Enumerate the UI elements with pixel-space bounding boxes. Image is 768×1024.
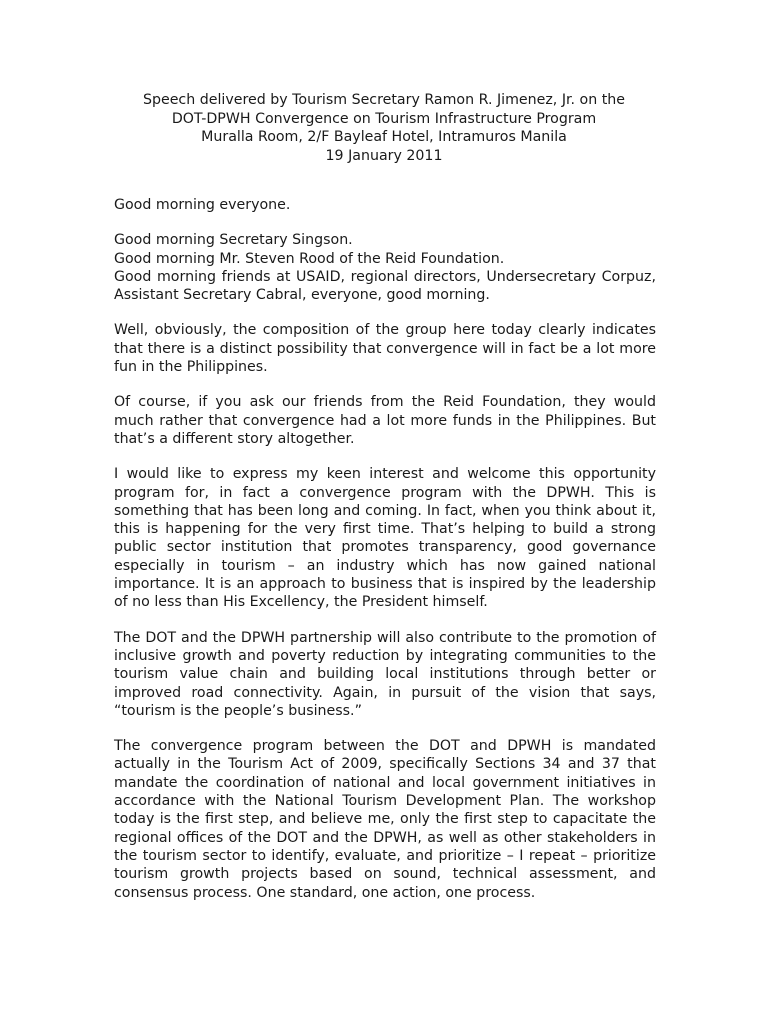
body-paragraph: I would like to express my keen interest and welcome this opportunity program for, in fact a convergence program with the DPWH. This is something that has been long and coming. In fact, when you think about it, this is happening for the very first time. That’s helping to build a strong public sector institution that promotes transparency, good governance especially in tourism – an industry which has now gained national importance. It is an approach to business that is inspired by the leadership of no less than His Excellency, the President himself. xyxy=(114,466,656,611)
body-paragraph: The DOT and the DPWH partnership will also contribute to the promotion of inclusive growth and poverty reduction by integrating communities to the tourism value chain and building local institutions through better or improved road connectivity. Again, in pursuit of the vision that says, “tourism is the people’s business.” xyxy=(114,629,656,719)
body-paragraph: The convergence program between the DOT and DPWH is mandated actually in the Tourism Act of 2009, specifically Sections 34 and 37 that mandate the coordination of national and local government initiatives in accordance with the National Tourism Development Plan. The workshop today is the first step, and believe me, only the first step to capacitate the regional offices of the DOT and the DPWH, as well as other stakeholders in the tourism sector to identify, evaluate, and prioritize – I repeat – prioritize tourism growth projects based on sound, technical assessment, and consensus process. One standard, one action, one process. xyxy=(114,738,656,901)
header-title-line: Speech delivered by Tourism Secretary Ramon R. Jimenez, Jr. on the xyxy=(142,92,626,108)
header-date-line: 19 January 2011 xyxy=(325,147,443,164)
greeting-line: Good morning Secretary Singson. xyxy=(114,232,353,249)
body-paragraph: Well, obviously, the composition of the group here today clearly indicates that there is a distinct possibility that convergence will in fact be a lot more fun in the Philippines. xyxy=(114,322,656,376)
header-event-line: DOT-DPWH Convergence on Tourism Infrastructure Program xyxy=(171,110,597,127)
body-paragraph: Of course, if you ask our friends from the Reid Foundation, they would much rather that convergence had a lot more funds in the Philippines. But that’s a different story altogether. xyxy=(114,394,656,447)
speech-header xyxy=(0,91,768,165)
greetings-block xyxy=(114,231,656,304)
header-venue-line: Muralla Room, 2/F Bayleaf Hotel, Intramuros Manila xyxy=(201,129,567,145)
speech-body xyxy=(114,196,656,919)
greeting-line: Good morning Mr. Steven Rood of the Reid Foundation. xyxy=(114,250,505,267)
greeting-line: Good morning friends at USAID, regional directors, Undersecretary Corpuz, Assistant Secretary Cabral, everyone, good morning. xyxy=(114,268,656,304)
opening-greeting: Good morning everyone. xyxy=(114,197,291,213)
